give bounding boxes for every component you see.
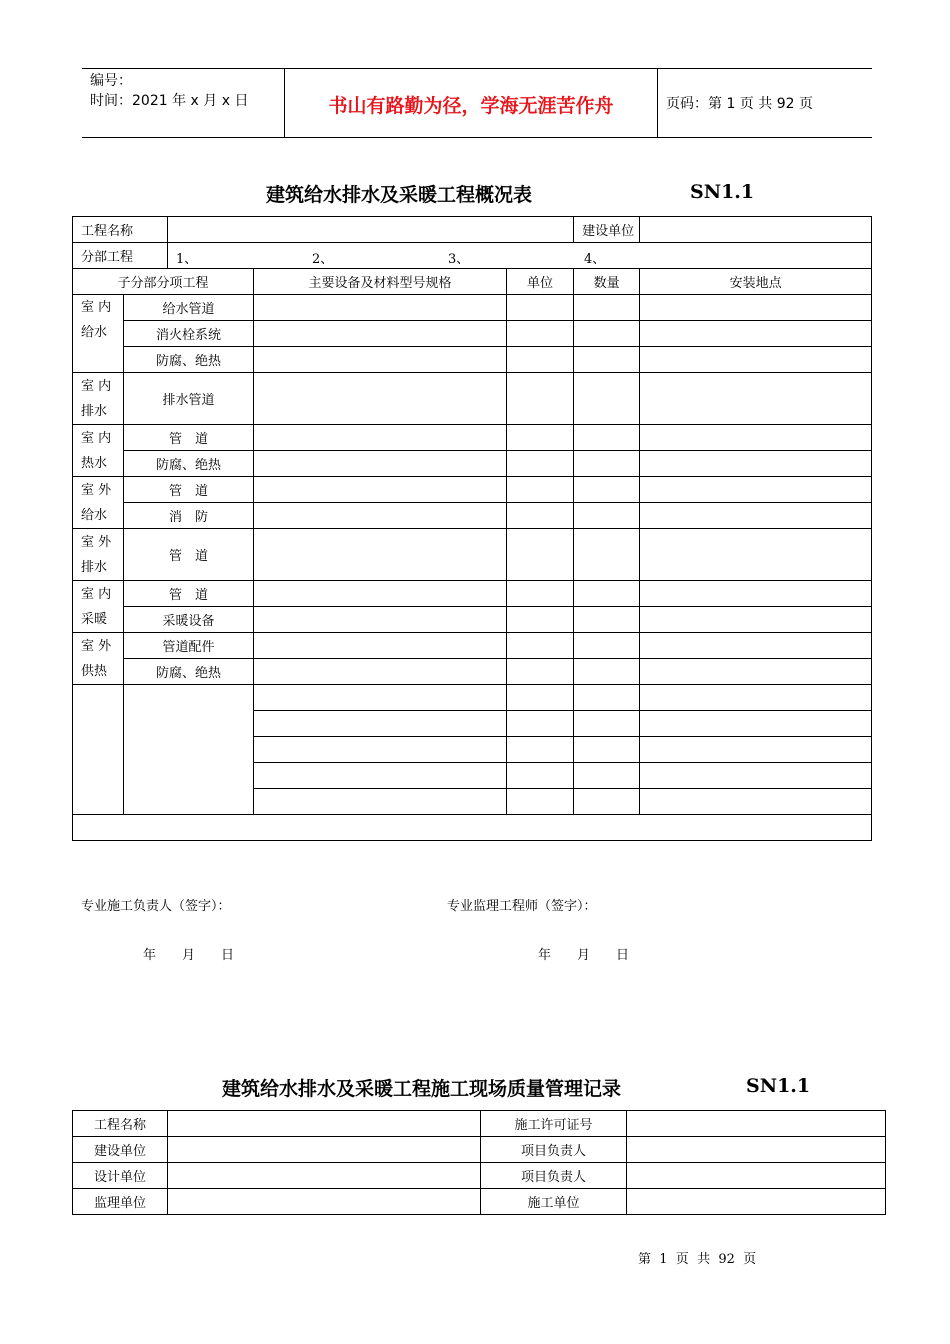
location-cell[interactable] xyxy=(640,503,872,529)
sign-left-label: 专业施工负责人（签字）： xyxy=(81,899,231,914)
blank-item-cell[interactable] xyxy=(124,685,254,815)
row-value-right[interactable] xyxy=(627,1163,886,1189)
unit-cell[interactable] xyxy=(507,477,574,503)
item-label: 排水管道 xyxy=(124,373,254,425)
location-cell[interactable] xyxy=(640,789,872,815)
unit-cell[interactable] xyxy=(507,711,574,737)
signature-area[interactable] xyxy=(73,815,872,963)
project-name-value[interactable] xyxy=(168,217,574,243)
item-label: 防腐、绝热 xyxy=(124,451,254,477)
col-header-quantity: 数量 xyxy=(574,269,640,295)
location-cell[interactable] xyxy=(640,321,872,347)
quantity-cell[interactable] xyxy=(574,659,640,685)
equipment-cell[interactable] xyxy=(254,711,507,737)
unit-cell[interactable] xyxy=(507,685,574,711)
location-cell[interactable] xyxy=(640,607,872,633)
equipment-cell[interactable] xyxy=(254,581,507,607)
location-cell[interactable] xyxy=(640,295,872,321)
overview-table xyxy=(72,216,872,963)
equipment-cell[interactable] xyxy=(254,659,507,685)
equipment-cell[interactable] xyxy=(254,347,507,373)
location-cell[interactable] xyxy=(640,685,872,711)
page-header xyxy=(82,68,872,138)
row-label-right: 项目负责人 xyxy=(481,1163,627,1189)
unit-cell[interactable] xyxy=(507,789,574,815)
unit-cell[interactable] xyxy=(507,659,574,685)
header-page-info: 页码：第 1 页 共 92 页 xyxy=(666,96,813,112)
row-label-right: 项目负责人 xyxy=(481,1137,627,1163)
location-cell[interactable] xyxy=(640,737,872,763)
quantity-cell[interactable] xyxy=(574,295,640,321)
item-label: 管道配件 xyxy=(124,633,254,659)
location-cell[interactable] xyxy=(640,425,872,451)
unit-cell[interactable] xyxy=(507,737,574,763)
unit-cell[interactable] xyxy=(507,451,574,477)
row-label-left: 监理单位 xyxy=(73,1189,168,1215)
col-header-equipment: 主要设备及材料型号规格 xyxy=(254,269,507,295)
equipment-cell[interactable] xyxy=(254,529,507,581)
row-value-left[interactable] xyxy=(168,1189,481,1215)
location-cell[interactable] xyxy=(640,477,872,503)
table2-title: 建筑给水排水及采暖工程施工现场质量管理记录 xyxy=(222,1078,622,1100)
date-right: 年 月 日 xyxy=(538,948,630,963)
equipment-cell[interactable] xyxy=(254,763,507,789)
quantity-cell[interactable] xyxy=(574,529,640,581)
quantity-cell[interactable] xyxy=(574,425,640,451)
equipment-cell[interactable] xyxy=(254,477,507,503)
blank-group-cell[interactable] xyxy=(73,685,124,815)
quantity-cell[interactable] xyxy=(574,581,640,607)
row-label-left: 工程名称 xyxy=(73,1111,168,1137)
unit-cell[interactable] xyxy=(507,321,574,347)
unit-cell[interactable] xyxy=(507,581,574,607)
group-label: 室 外 排水 xyxy=(73,529,124,581)
header-motto: 书山有路勤为径，学海无涯苦作舟 xyxy=(328,95,614,117)
date-left: 年 月 日 xyxy=(143,948,235,963)
unit-cell[interactable] xyxy=(507,295,574,321)
location-cell[interactable] xyxy=(640,581,872,607)
row-label-left: 设计单位 xyxy=(73,1163,168,1189)
sub-item-4: 4、 xyxy=(584,252,606,267)
equipment-cell[interactable] xyxy=(254,373,507,425)
item-label: 消 防 xyxy=(124,503,254,529)
row-value-right[interactable] xyxy=(627,1137,886,1163)
sub-item-2: 2、 xyxy=(312,252,334,267)
sub-item-3: 3、 xyxy=(448,252,470,267)
page-footer: 第 1 页 共 92 页 xyxy=(638,1252,757,1267)
quantity-cell[interactable] xyxy=(574,737,640,763)
quantity-cell[interactable] xyxy=(574,503,640,529)
quality-record-table xyxy=(72,1110,886,1215)
item-label: 消火栓系统 xyxy=(124,321,254,347)
equipment-cell[interactable] xyxy=(254,295,507,321)
quantity-cell[interactable] xyxy=(574,347,640,373)
group-label: 室 内 采暖 xyxy=(73,581,124,633)
row-value-right[interactable] xyxy=(627,1111,886,1137)
unit-cell[interactable] xyxy=(507,607,574,633)
quantity-cell[interactable] xyxy=(574,789,640,815)
sub-project-label: 分部工程 xyxy=(73,243,168,269)
equipment-cell[interactable] xyxy=(254,789,507,815)
sign-right-label: 专业监理工程师（签字）： xyxy=(447,899,597,914)
builder-value[interactable] xyxy=(640,217,872,243)
header-divider xyxy=(657,69,658,137)
location-cell[interactable] xyxy=(640,763,872,789)
equipment-cell[interactable] xyxy=(254,321,507,347)
sub-project-values[interactable] xyxy=(168,243,872,269)
unit-cell[interactable] xyxy=(507,503,574,529)
row-value-left[interactable] xyxy=(168,1111,481,1137)
equipment-cell[interactable] xyxy=(254,633,507,659)
unit-cell[interactable] xyxy=(507,633,574,659)
location-cell[interactable] xyxy=(640,373,872,425)
equipment-cell[interactable] xyxy=(254,503,507,529)
quantity-cell[interactable] xyxy=(574,477,640,503)
table1-title: 建筑给水排水及采暖工程概况表 xyxy=(266,184,533,206)
unit-cell[interactable] xyxy=(507,529,574,581)
equipment-cell[interactable] xyxy=(254,607,507,633)
location-cell[interactable] xyxy=(640,711,872,737)
location-cell[interactable] xyxy=(640,529,872,581)
quantity-cell[interactable] xyxy=(574,685,640,711)
unit-cell[interactable] xyxy=(507,763,574,789)
row-value-right[interactable] xyxy=(627,1189,886,1215)
time-label: 时间：2021 年 x 月 x 日 xyxy=(90,93,249,109)
equipment-cell[interactable] xyxy=(254,737,507,763)
group-label: 室 外 给水 xyxy=(73,477,124,529)
unit-cell[interactable] xyxy=(507,373,574,425)
row-value-left[interactable] xyxy=(168,1137,481,1163)
project-name-label: 工程名称 xyxy=(73,217,168,243)
group-label: 室 内 热水 xyxy=(73,425,124,477)
col-header-location: 安装地点 xyxy=(640,269,872,295)
quantity-cell[interactable] xyxy=(574,607,640,633)
location-cell[interactable] xyxy=(640,659,872,685)
item-label: 管 道 xyxy=(124,477,254,503)
row-label-right: 施工许可证号 xyxy=(481,1111,627,1137)
equipment-cell[interactable] xyxy=(254,685,507,711)
number-label: 编号： xyxy=(90,73,132,89)
builder-label: 建设单位 xyxy=(574,217,640,243)
item-label: 采暖设备 xyxy=(124,607,254,633)
quantity-cell[interactable] xyxy=(574,373,640,425)
quantity-cell[interactable] xyxy=(574,321,640,347)
unit-cell[interactable] xyxy=(507,347,574,373)
item-label: 给水管道 xyxy=(124,295,254,321)
col-header-subdivision: 子分部分项工程 xyxy=(73,269,254,295)
table2-code: SN1.1 xyxy=(746,1075,811,1097)
group-label: 室 外 供热 xyxy=(73,633,124,685)
header-meta xyxy=(90,71,248,111)
quantity-cell[interactable] xyxy=(574,711,640,737)
item-label: 防腐、绝热 xyxy=(124,659,254,685)
equipment-cell[interactable] xyxy=(254,425,507,451)
location-cell[interactable] xyxy=(640,633,872,659)
row-label-right: 施工单位 xyxy=(481,1189,627,1215)
location-cell[interactable] xyxy=(640,451,872,477)
table1-code: SN1.1 xyxy=(690,181,755,203)
row-label-left: 建设单位 xyxy=(73,1137,168,1163)
item-label: 防腐、绝热 xyxy=(124,347,254,373)
group-label: 室 内 给水 xyxy=(73,295,124,373)
row-value-left[interactable] xyxy=(168,1163,481,1189)
item-label: 管 道 xyxy=(124,581,254,607)
location-cell[interactable] xyxy=(640,347,872,373)
item-label: 管 道 xyxy=(124,425,254,451)
unit-cell[interactable] xyxy=(507,425,574,451)
equipment-cell[interactable] xyxy=(254,451,507,477)
group-label: 室 内 排水 xyxy=(73,373,124,425)
sub-item-1: 1、 xyxy=(176,252,198,267)
quantity-cell[interactable] xyxy=(574,633,640,659)
quantity-cell[interactable] xyxy=(574,451,640,477)
item-label: 管 道 xyxy=(124,529,254,581)
quantity-cell[interactable] xyxy=(574,763,640,789)
col-header-unit: 单位 xyxy=(507,269,574,295)
